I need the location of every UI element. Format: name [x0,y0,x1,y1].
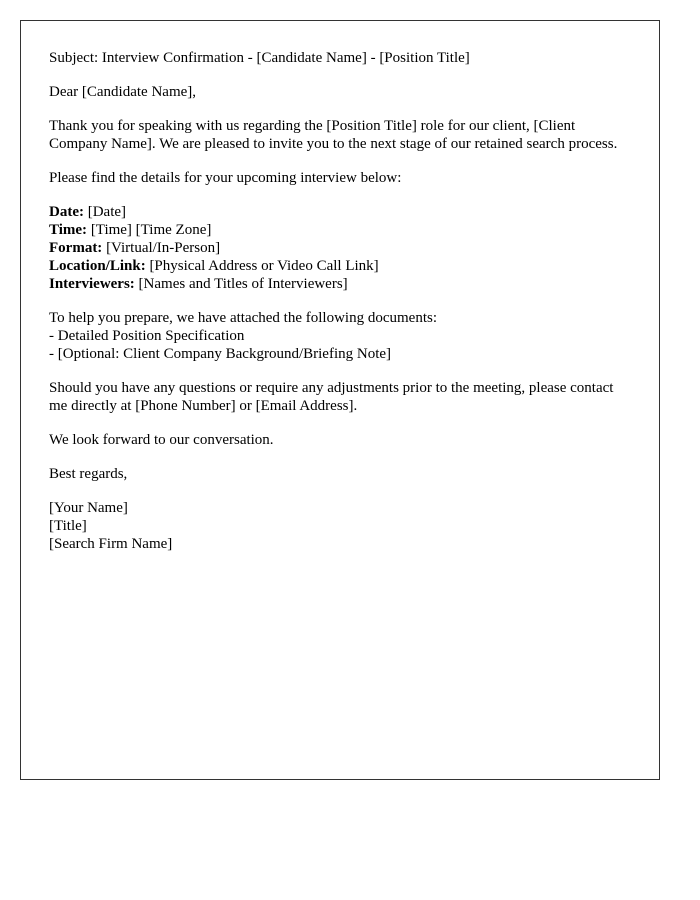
detail-label: Location/Link: [49,258,146,274]
signature-title: [Title] [49,518,87,534]
detail-label: Interviewers: [49,276,135,292]
document-item: - Detailed Position Specification [49,328,245,344]
interview-details [49,203,631,293]
letter-page [20,20,660,780]
intro-paragraph: Thank you for speaking with us regarding the [Position Title] role for our client, [Client Company Name]. We are pleased to invite you to the next stage of our retained search process. [49,118,618,152]
documents-section [49,309,631,363]
detail-interviewers [49,275,631,293]
subject-line: Subject: Interview Confirmation - [Candidate Name] - [Position Title] [49,50,470,66]
detail-label: Format: [49,240,103,256]
detail-value: [Names and Titles of Interviewers] [134,276,348,292]
detail-value: [Time] [Time Zone] [87,222,212,238]
signature-name: [Your Name] [49,500,128,516]
detail-time [49,221,631,239]
detail-value: [Virtual/In-Person] [102,240,221,256]
signoff: Best regards, [49,466,128,482]
details-intro: Please find the details for your upcoming interview below: [49,170,402,186]
detail-location [49,257,631,275]
detail-value: [Physical Address or Video Call Link] [145,258,379,274]
detail-date [49,203,631,221]
detail-format [49,239,631,257]
signature-firm: [Search Firm Name] [49,536,173,552]
detail-label: Date: [49,204,84,220]
questions-paragraph: Should you have any questions or require any adjustments prior to the meeting, please contact me directly at [Phone Number] or [Email Address]. [49,380,614,414]
detail-value: [Date] [83,204,127,220]
document-item: - [Optional: Client Company Background/Briefing Note] [49,346,392,362]
salutation: Dear [Candidate Name], [49,84,197,100]
signature-block [49,499,631,553]
detail-label: Time: [49,222,88,238]
closing-line: We look forward to our conversation. [49,432,274,448]
documents-intro: To help you prepare, we have attached the following documents: [49,310,437,326]
